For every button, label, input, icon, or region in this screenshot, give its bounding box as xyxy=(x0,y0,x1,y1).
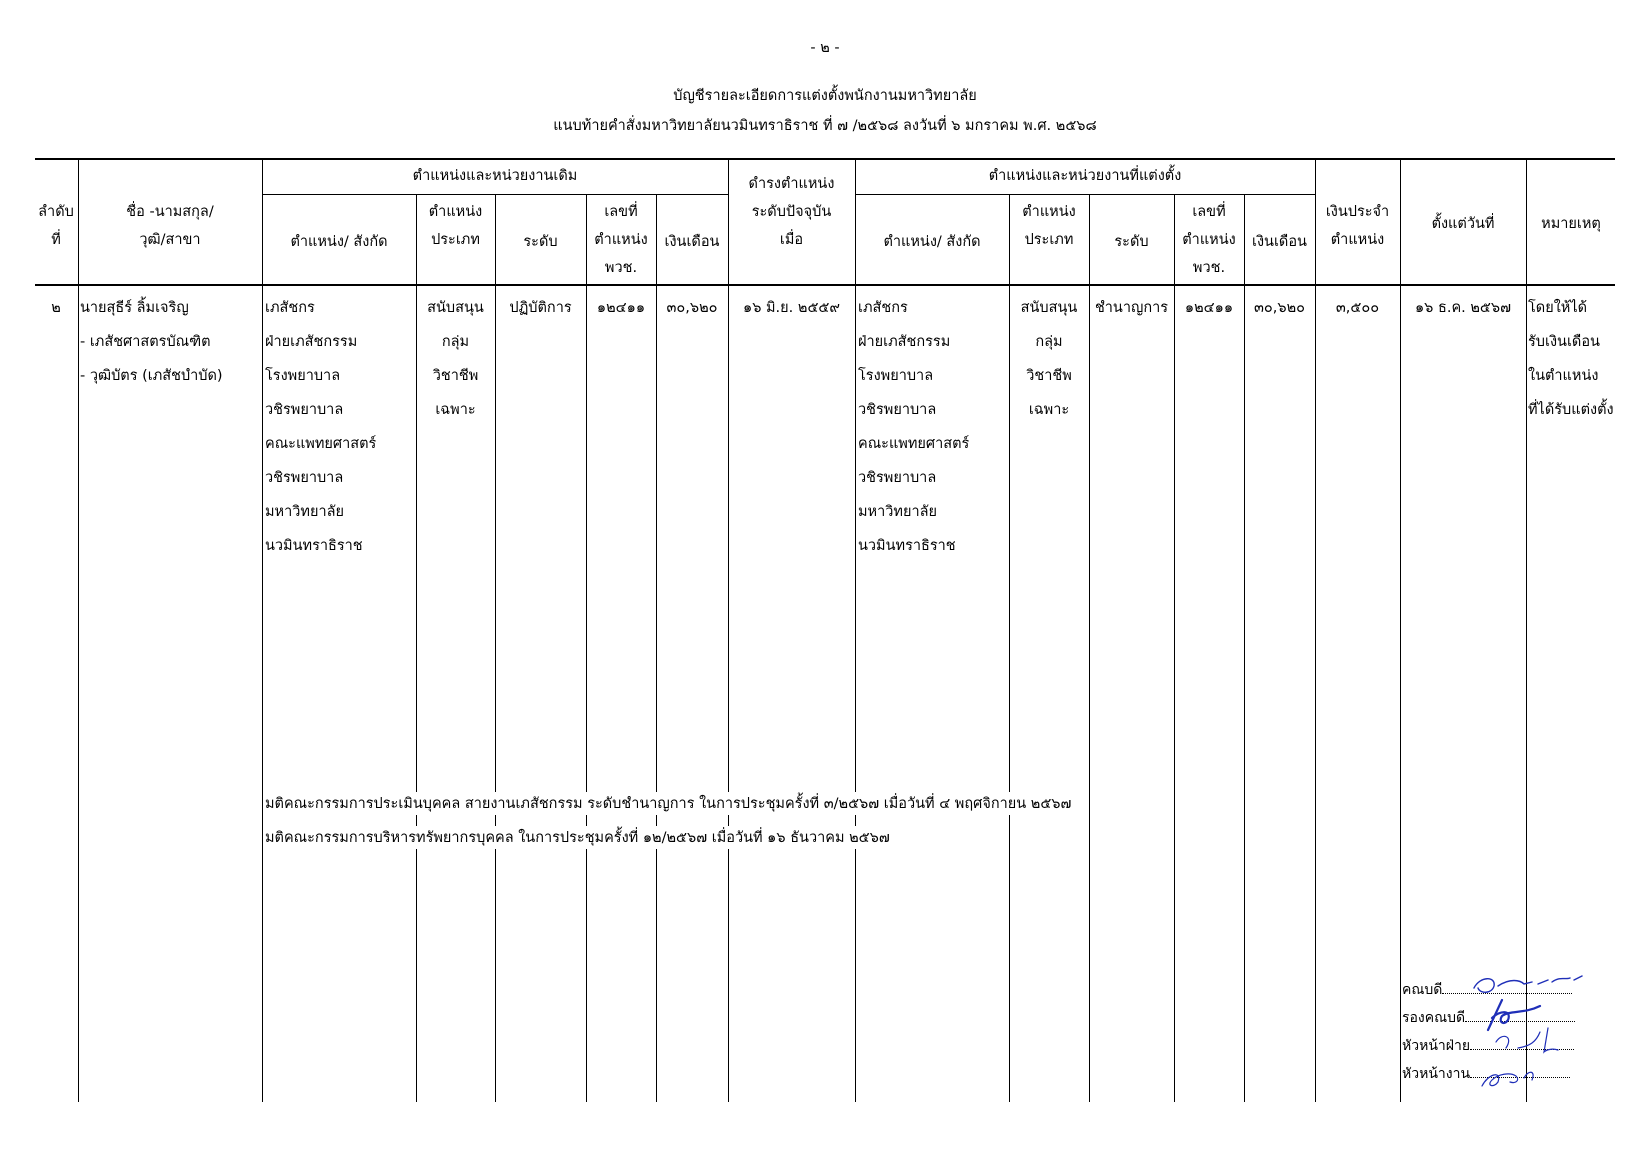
signature-label-unit-head: หัวหน้างาน xyxy=(1402,1066,1471,1082)
row-remark: โดยให้ได้ รับเงินเดือน ในตำแหน่ง ที่ได้รับแต่งตั้ง xyxy=(1528,300,1614,418)
row-new-level: ชำนาญการ xyxy=(1094,300,1169,316)
header-old-type: ตำแหน่ง ประเภท xyxy=(428,204,483,248)
header-new-number: เลขที่ ตำแหน่ง พวช. xyxy=(1182,204,1236,276)
header-allowance: เงินประจำ ตำแหน่ง xyxy=(1325,204,1390,248)
document-subtitle: แนบท้ายคำสั่งมหาวิทยาลัยนวมินทราธิราช ที่ ๗ /๒๕๖๘ ลงวันที่ ๖ มกราคม พ.ศ. ๒๕๖๘ xyxy=(553,118,1097,134)
row-since: ๑๖ ธ.ค. ๒๕๖๗ xyxy=(1414,300,1512,316)
header-hold-since: ดำรงตำแหน่ง ระดับปัจจุบัน เมื่อ xyxy=(748,176,835,248)
signature-label-dean: คณบดี xyxy=(1402,982,1443,998)
header-new-level: ระดับ xyxy=(1114,234,1149,250)
header-new-type: ตำแหน่ง ประเภท xyxy=(1022,204,1076,248)
header-since: ตั้งแต่วันที่ xyxy=(1431,216,1495,232)
handwritten-signatures xyxy=(1440,970,1610,1098)
header-new-salary: เงินเดือน xyxy=(1252,234,1307,250)
row-old-type: สนับสนุน กลุ่ม วิชาชีพ เฉพาะ xyxy=(427,300,484,418)
row-allowance: ๓,๕๐๐ xyxy=(1335,300,1380,316)
row-new-type: สนับสนุน กลุ่ม วิชาชีพ เฉพาะ xyxy=(1020,300,1078,418)
header-group-old: ตำแหน่งและหน่วยงานเดิม xyxy=(412,168,578,184)
header-old-number: เลขที่ ตำแหน่ง พวช. xyxy=(594,204,648,276)
header-old-salary: เงินเดือน xyxy=(664,234,720,250)
row-old-position: เภสัชกร ฝ่ายเภสัชกรรม โรงพยาบาล วชิรพยาบาล คณะแพทยศาสตร์ วชิรพยาบาล มหาวิทยาลัย นวมินทราธิราช xyxy=(265,300,377,554)
page-number: - ๒ - xyxy=(810,40,840,56)
signature-label-deputy-dean: รองคณบดี xyxy=(1402,1010,1466,1026)
header-order: ลำดับ ที่ xyxy=(38,204,74,248)
resolution-2: มติคณะกรรมการบริหารทรัพยากรบุคคล ในการประชุมครั้งที่ ๑๒/๒๕๖๗ เมื่อวันที่ ๑๖ ธันวาคม ๒๕๖๗ xyxy=(265,826,892,849)
row-order: ๒ xyxy=(51,300,61,316)
row-old-number: ๑๒๔๑๑ xyxy=(596,300,646,316)
document-title: บัญชีรายละเอียดการแต่งตั้งพนักงานมหาวิทยาลัย xyxy=(673,88,977,104)
header-group-new: ตำแหน่งและหน่วยงานที่แต่งตั้ง xyxy=(988,168,1182,184)
row-hold-since: ๑๖ มิ.ย. ๒๕๕๙ xyxy=(742,300,841,316)
signature-label-division-head: หัวหน้าฝ่าย xyxy=(1402,1038,1471,1054)
header-new-position: ตำแหน่ง/ สังกัด xyxy=(883,234,981,250)
row-new-number: ๑๒๔๑๑ xyxy=(1184,300,1234,316)
header-old-level: ระดับ xyxy=(523,234,558,250)
row-new-position: เภสัชกร ฝ่ายเภสัชกรรม โรงพยาบาล วชิรพยาบาล คณะแพทยศาสตร์ วชิรพยาบาล มหาวิทยาลัย นวมินทราธิราช xyxy=(858,300,970,554)
header-old-position: ตำแหน่ง/ สังกัด xyxy=(290,234,388,250)
header-name: ชื่อ -นามสกุล/ วุฒิ/สาขา xyxy=(126,204,214,248)
row-new-salary: ๓๐,๖๒๐ xyxy=(1254,300,1305,316)
resolution-1: มติคณะกรรมการประเมินบุคคล สายงานเภสัชกรรม ระดับชำนาญการ ในการประชุมครั้งที่ ๓/๒๕๖๗ เมื่อวันที่ ๔ พฤศจิกายน ๒๕๖๗ xyxy=(265,792,1073,815)
row-name: นายสุธีร์ ลิ้มเจริญ - เภสัชศาสตรบัณฑิต - วุฒิบัตร (เภสัชบำบัด) xyxy=(80,300,223,384)
row-old-salary: ๓๐,๖๒๐ xyxy=(666,300,718,316)
row-old-level: ปฏิบัติการ xyxy=(509,300,572,316)
header-remark: หมายเหตุ xyxy=(1541,216,1601,232)
